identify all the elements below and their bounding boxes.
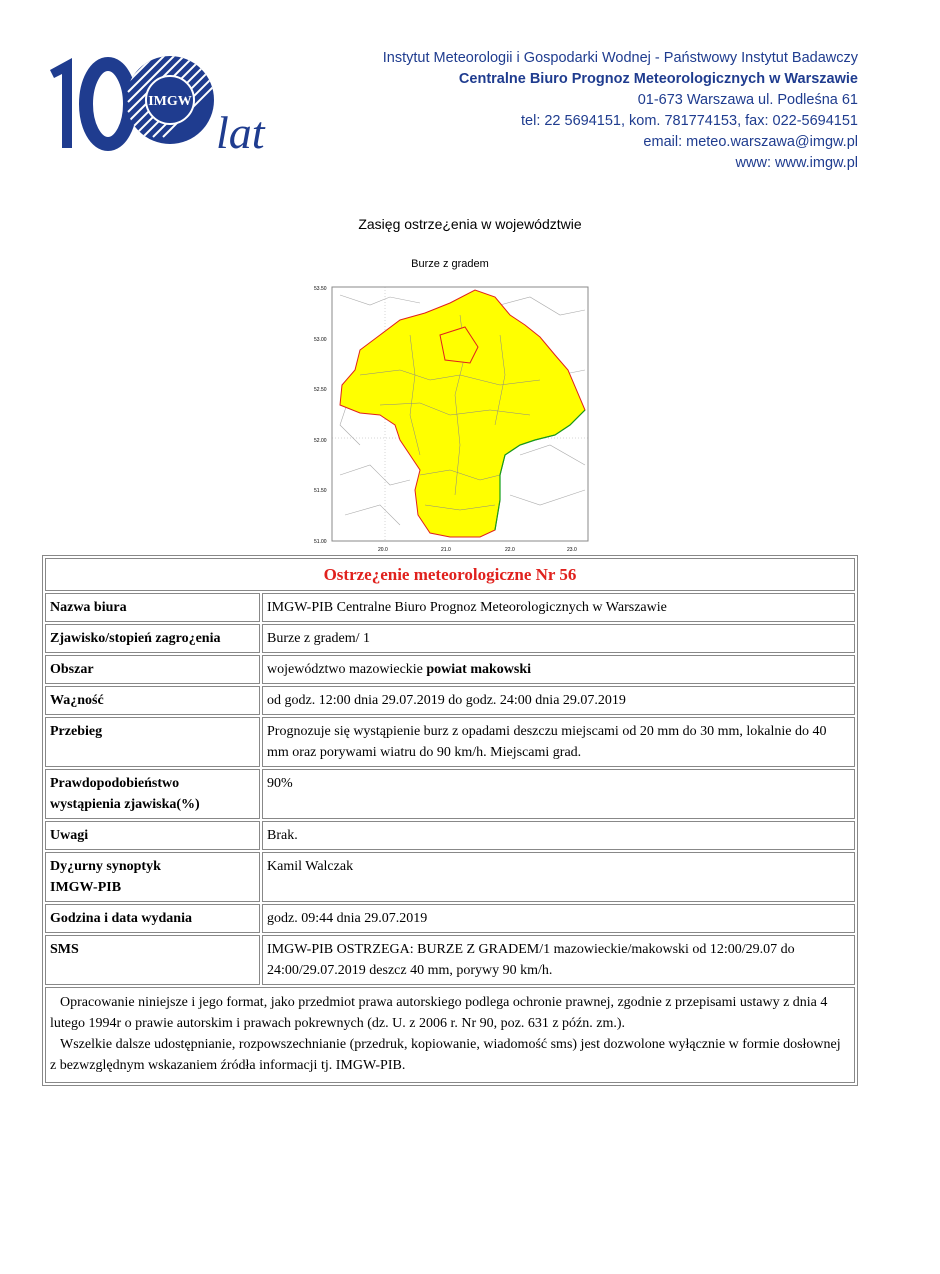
copyright-note-1: Opracowanie niniejsze i jego format, jako przedmiot prawa autorskiego podlega ochronie prawnej, zgodnie z przepisami ustawy z dnia 4 lutego 1994r o prawie autorskim i prawach pokrewnych (dz. U. z 2006 r. Nr 90, poz. 631 z późn. zm.). [50,995,828,1031]
row-value-office: IMGW-PIB Centralne Biuro Prognoz Meteorologicznych w Warszawie [262,593,855,622]
row-label-remarks: Uwagi [45,821,260,850]
map-subtitle: Burze z gradem [411,258,489,270]
row-label-sms: SMS [45,935,260,985]
lon-tick-3: 23.0 [567,547,577,553]
email-line: email: meteo.warszawa@imgw.pl [643,134,858,150]
phone-line: tel: 22 5694151, kom. 781774153, fax: 022-5694151 [521,113,858,129]
forecaster-label-line1: Dy¿urny synoptyk [50,859,161,874]
imgw-100-lat-logo [8,52,278,162]
area-voivodeship: województwo mazowieckie [267,662,427,677]
lat-tick-1: 53.00 [314,337,327,343]
probability-label-line1: Prawdopodobieństwo [50,776,180,791]
warning-area-map [300,275,600,557]
row-value-sms: IMGW-PIB OSTRZEGA: BURZE Z GRADEM/1 mazowieckie/makowski od 12:00/29.07 do 24:00/29.07.2019 deszcz 40 mm, porywy 90 km/h. [262,935,855,985]
row-label-office: Nazwa biura [45,593,260,622]
copyright-note [45,987,855,1083]
row-value-issued: godz. 09:44 dnia 29.07.2019 [262,904,855,933]
address: 01-673 Warszawa ul. Podleśna 61 [637,92,858,108]
copyright-note-2: Wszelkie dalsze udostępnianie, rozpowszechnianie (przedruk, kopiowanie, wiadomość sms) jest dozwolone wyłącznie w formie dosłownej z bezwzględnym wskazaniem źródła informacji tj. IMGW-PIB. [50,1037,841,1073]
row-value-validity: od godz. 12:00 dnia 29.07.2019 do godz. 24:00 dnia 29.07.2019 [262,686,855,715]
probability-label-line2: wystąpienia zjawiska(%) [50,797,200,812]
forecaster-label-line2: IMGW-PIB [50,880,122,895]
row-label-forecaster [45,852,260,902]
logo-script-text: lat [216,107,265,158]
row-value-forecaster: Kamil Walczak [262,852,855,902]
lon-tick-1: 21.0 [441,547,451,553]
logo-ring-text: IMGW [148,94,192,109]
lat-tick-2: 52.50 [314,387,327,393]
warning-table [43,556,857,1085]
row-value-area [262,655,855,684]
bureau-name: Centralne Biuro Prognoz Meteorologicznych w Warszawie [458,71,858,87]
institute-contact [383,48,858,174]
lat-tick-5: 51.00 [314,539,327,545]
website-line: www: www.imgw.pl [735,155,858,171]
row-value-remarks: Brak. [262,821,855,850]
row-label-course: Przebieg [45,717,260,767]
lat-tick-3: 52.00 [314,438,327,444]
row-label-phenomenon: Zjawisko/stopień zagro¿enia [45,624,260,653]
map-title: Zasięg ostrze¿enia w województwie [358,216,582,232]
logo-number: 1 [8,52,9,53]
row-value-phenomenon: Burze z gradem/ 1 [262,624,855,653]
row-value-course: Prognozuje się wystąpienie burz z opadami deszczu miejscami od 20 mm do 30 mm, lokalnie do 40 mm oraz porywami wiatru do 90 km/h. Miejscami grad. [262,717,855,767]
lon-tick-2: 22.0 [505,547,515,553]
row-label-probability [45,769,260,819]
row-label-issued: Godzina i data wydania [45,904,260,933]
institute-name: Instytut Meteorologii i Gospodarki Wodnej - Państwowy Instytut Badawczy [382,50,858,66]
warning-panel [42,555,858,1086]
row-label-area: Obszar [45,655,260,684]
lon-tick-0: 20.0 [378,547,388,553]
warning-title: Ostrze¿enie meteorologiczne Nr 56 [45,558,855,591]
lat-tick-0: 53.50 [314,286,327,292]
area-county: powiat makowski [426,662,532,677]
lat-tick-4: 51.50 [314,488,327,494]
row-value-probability: 90% [262,769,855,819]
row-label-validity: Wa¿ność [45,686,260,715]
